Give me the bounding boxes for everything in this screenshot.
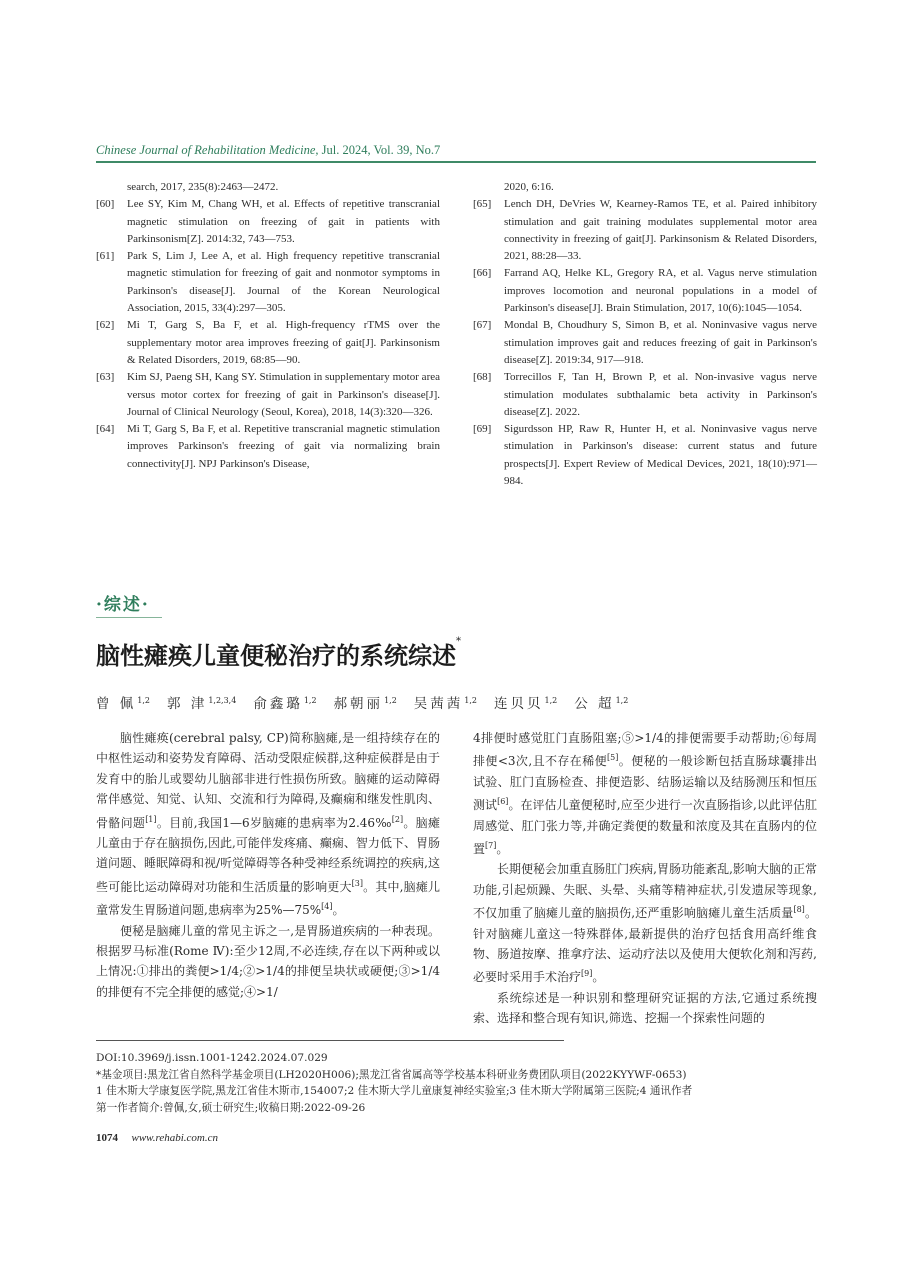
citation-mark: [2]	[391, 814, 404, 824]
section-label: ·综述·	[96, 595, 150, 615]
author-name: 连贝贝	[494, 696, 544, 712]
reference-item	[96, 369, 440, 421]
paragraph-text: 。便秘的一般诊断包括直肠球囊排出试验、肛门直肠检查、排便造影、结肠运输以及结肠测压和恒压测试	[473, 754, 817, 813]
paragraph-text: 便秘是脑瘫儿童的常见主诉之一,是胃肠道疾病的一种表现。根据罗马标准(Rome Ⅳ):至少12周,不必连续,存在以下两种或以上情况:①排出的粪便>1/4;②>1/4的排便呈块状或硬便;③>1/4的排便有不完全排便的感觉;④>1/	[96, 923, 440, 999]
citation-mark: [3]	[351, 878, 363, 888]
reference-number: [65]	[473, 198, 492, 211]
reference-number: [67]	[473, 319, 492, 332]
author-name: 郝朝丽	[333, 696, 384, 712]
author-affiliation: 1,2	[303, 695, 317, 705]
citation-mark: [9]	[581, 969, 593, 979]
paragraph-text: 。	[332, 903, 345, 918]
author	[574, 696, 628, 712]
paragraph-text: 。针对脑瘫儿童这一特殊群体,最新提供的治疗包括食用高纤维食物、肠道按摩、推拿疗法、运动疗法以及使用大便软化剂和泻药,必要时采用手术治疗	[473, 906, 817, 985]
journal-website: www.rehabi.com.cn	[131, 1132, 218, 1144]
author-affiliation: 1,2	[137, 695, 151, 705]
author-name: 俞鑫璐	[253, 696, 303, 712]
journal-volume: Jul. 2024, Vol. 39, No.7	[318, 143, 441, 157]
author	[494, 696, 557, 712]
reference-item	[96, 317, 440, 369]
reference-text: Kim SJ, Paeng SH, Kang SY. Stimulation in supplementary motor area versus motor cortex for freezing of gait in Parkinson's disease[J]. Journal of Clinical Neurology (Seoul, Korea), 2018, 14(3):320—326.	[127, 371, 440, 418]
paragraph-text: 系统综述是一种识别和整理研究证据的方法,它通过系统搜索、选择和整合现有知识,筛选、挖掘一个探索性问题的	[473, 990, 817, 1026]
reference-number: [63]	[96, 371, 115, 384]
reference-text: Mi T, Garg S, Ba F, et al. High-frequency rTMS over the supplementary motor area improves freezing of gait[J]. Parkinsonism & Related Disorders, 2019, 68:85—90.	[127, 319, 440, 366]
author	[167, 696, 236, 712]
author	[96, 696, 150, 712]
author	[414, 696, 477, 712]
body-paragraph	[473, 728, 817, 859]
page-number: 1074	[96, 1132, 118, 1144]
reference-item	[473, 179, 817, 196]
citation-mark: [5]	[607, 753, 619, 763]
reference-text: Torrecillos F, Tan H, Brown P, et al. Non-invasive vagus nerve stimulation modulates subthalamic beta activity in Parkinson's disease[Z]. 2022.	[504, 371, 817, 418]
reference-text: Mi T, Garg S, Ba F, et al. Repetitive transcranial magnetic stimulation improves Parkinson's freezing of gait via normalizing brain connectivity[J]. NPJ Parkinson's Disease,	[127, 423, 440, 470]
reference-item	[473, 369, 817, 421]
reference-item	[473, 317, 817, 369]
citation-mark: [8]	[793, 905, 805, 915]
author-affiliation: 1,2	[544, 695, 558, 705]
reference-text: Lench DH, DeVries W, Kearney-Ramos TE, et al. Paired inhibitory stimulation and gait training modulates supplemental motor area connectivity in freezing of gait[J]. Parkinsonism & Related Disorders, 2021, 88:28—33.	[504, 198, 817, 263]
reference-item	[96, 421, 440, 473]
citation-mark: [7]	[485, 841, 497, 851]
paragraph-text: 4排便时感觉肛门直肠阻塞;⑤>1/4的排便需要手动帮助;⑥每周排便<3次,且不存在稀便	[473, 731, 817, 769]
paragraph-text: 长期便秘会加重直肠肛门疾病,胃肠功能紊乱,影响大脑的正常功能,引起烦躁、失眠、头晕、头痛等精神症状,引发遗尿等现象,不仅加重了脑瘫儿童的脑损伤,还严重影响脑瘫儿童生活质量	[473, 862, 817, 921]
author-name: 吴茜茜	[413, 696, 464, 712]
reference-item	[96, 248, 440, 317]
citation-mark: [4]	[321, 902, 333, 912]
title-footnote-mark: *	[456, 636, 461, 647]
running-header	[96, 143, 816, 158]
author-affiliation: 1,2	[464, 695, 478, 705]
reference-text: Sigurdsson HP, Raw R, Hunter H, et al. Noninvasive vagus nerve stimulation in Parkinson's disease: current status and future prospects[J]. Expert Review of Medical Devices, 2021, 18(10):971—984.	[504, 423, 817, 488]
reference-item	[473, 265, 817, 317]
reference-number: [69]	[473, 423, 492, 436]
footnote-rule	[96, 1040, 564, 1041]
reference-text: Farrand AQ, Helke KL, Gregory RA, et al. Vagus nerve stimulation improves locomotion and neuronal populations in a model of Parkinson's disease[J]. Brain Stimulation, 2017, 10(6):1045—1054.	[504, 267, 817, 315]
author-name: 曾 佩	[96, 696, 137, 712]
author	[334, 696, 397, 712]
references-right-column	[473, 179, 817, 490]
reference-text: Mondal B, Choudhury S, Simon B, et al. Noninvasive vagus nerve stimulation improves gait and reduces freezing of gait in Parkinson's disease[Z]. 2019:34, 917—918.	[504, 319, 817, 366]
paragraph-text: 脑性瘫痪(cerebral palsy, CP)简称脑瘫,是一组持续存在的中枢性运动和姿势发育障碍、活动受限症候群,这种症候群是由于发育中的胎儿或婴幼儿脑部非进行性损伤所致。脑瘫的运动障碍常伴感觉、知觉、认知、交流和行为障碍,及癫痫和继发性肌肉、骨骼问题	[96, 731, 440, 830]
paragraph-text: 。脑瘫儿童由于存在脑损伤,因此,可能伴发疼痛、癫痫、智力低下、胃肠道问题、睡眠障碍和视/听觉障碍等各种受神经系统调控的疾病,这些可能比运动障碍对功能和生活质量的影响更大	[96, 815, 440, 894]
body-paragraph	[473, 859, 817, 987]
reference-item	[96, 196, 440, 248]
paragraph-text: 。	[496, 842, 509, 857]
reference-number: [64]	[96, 423, 115, 436]
reference-number: [61]	[96, 250, 115, 263]
reference-text: search, 2017, 235(8):2463—2472.	[127, 181, 279, 193]
article-title-text: 脑性瘫痪儿童便秘治疗的系统综述	[96, 641, 456, 670]
body-left-column	[96, 728, 440, 1002]
reference-text: 2020, 6:16.	[504, 181, 554, 193]
author	[253, 696, 316, 712]
reference-item	[96, 179, 440, 196]
page-footer	[96, 1131, 218, 1144]
body-paragraph	[473, 988, 817, 1029]
footnote-line: *基金项目:黑龙江省自然科学基金项目(LH2020H006);黑龙江省省属高等学校基本科研业务费团队项目(2022KYYWF-0653)	[96, 1068, 687, 1081]
section-rule	[96, 617, 162, 618]
body-right-column	[473, 728, 817, 1029]
body-paragraph	[96, 921, 440, 1003]
reference-number: [62]	[96, 319, 115, 332]
paragraph-text: 。其中,脑瘫儿童常发生胃肠道问题,患病率为25%—75%	[96, 879, 440, 918]
footnote-line: 1 佳木斯大学康复医学院,黑龙江省佳木斯市,154007;2 佳木斯大学儿童康复神经实验室;3 佳木斯大学附属第三医院;4 通讯作者	[96, 1085, 693, 1097]
author-affiliation: 1,2	[615, 695, 629, 705]
reference-item	[473, 421, 817, 490]
body-paragraph	[96, 728, 440, 921]
journal-name: Chinese Journal of Rehabilitation Medicine,	[96, 143, 319, 157]
reference-text: Park S, Lim J, Lee A, et al. High frequency repetitive transcranial magnetic stimulation for freezing of gait and nonmotor symptoms in Parkinson's disease[J]. Journal of the Korean Neurological Association, 2015, 33(4):297—305.	[127, 250, 440, 315]
paragraph-text: 。目前,我国1—6岁脑瘫的患病率为2.46‰	[156, 815, 392, 830]
footnotes	[96, 1050, 826, 1116]
author-list	[96, 692, 836, 712]
citation-mark: [1]	[145, 814, 157, 824]
footnote-line: DOI:10.3969/j.issn.1001-1242.2024.07.029	[96, 1052, 328, 1064]
reference-item	[473, 196, 817, 265]
reference-number: [66]	[473, 267, 492, 280]
paragraph-text: 。	[592, 970, 605, 985]
reference-text: Lee SY, Kim M, Chang WH, et al. Effects of repetitive transcranial magnetic stimulation on freezing of gait in patients with Parkinsonism[Z]. 2014:32, 743—753.	[127, 198, 440, 245]
reference-number: [68]	[473, 371, 492, 384]
references-left-column	[96, 179, 440, 473]
footnote-line: 第一作者简介:曾佩,女,硕士研究生;收稿日期:2022-09-26	[96, 1101, 366, 1114]
reference-number: [60]	[96, 198, 115, 211]
citation-mark: [6]	[497, 797, 509, 807]
author-name: 郭 津	[167, 696, 208, 712]
author-affiliation: 1,2,3,4	[208, 695, 237, 705]
article-title	[96, 636, 461, 671]
author-affiliation: 1,2	[384, 695, 397, 705]
header-rule	[96, 161, 816, 163]
paragraph-text: 。在评估儿童便秘时,应至少进行一次直肠指诊,以此评估肛周感觉、肛门张力等,并确定粪便的数量和浓度及其在直肠内的位置	[473, 798, 817, 857]
author-name: 公 超	[574, 696, 615, 712]
